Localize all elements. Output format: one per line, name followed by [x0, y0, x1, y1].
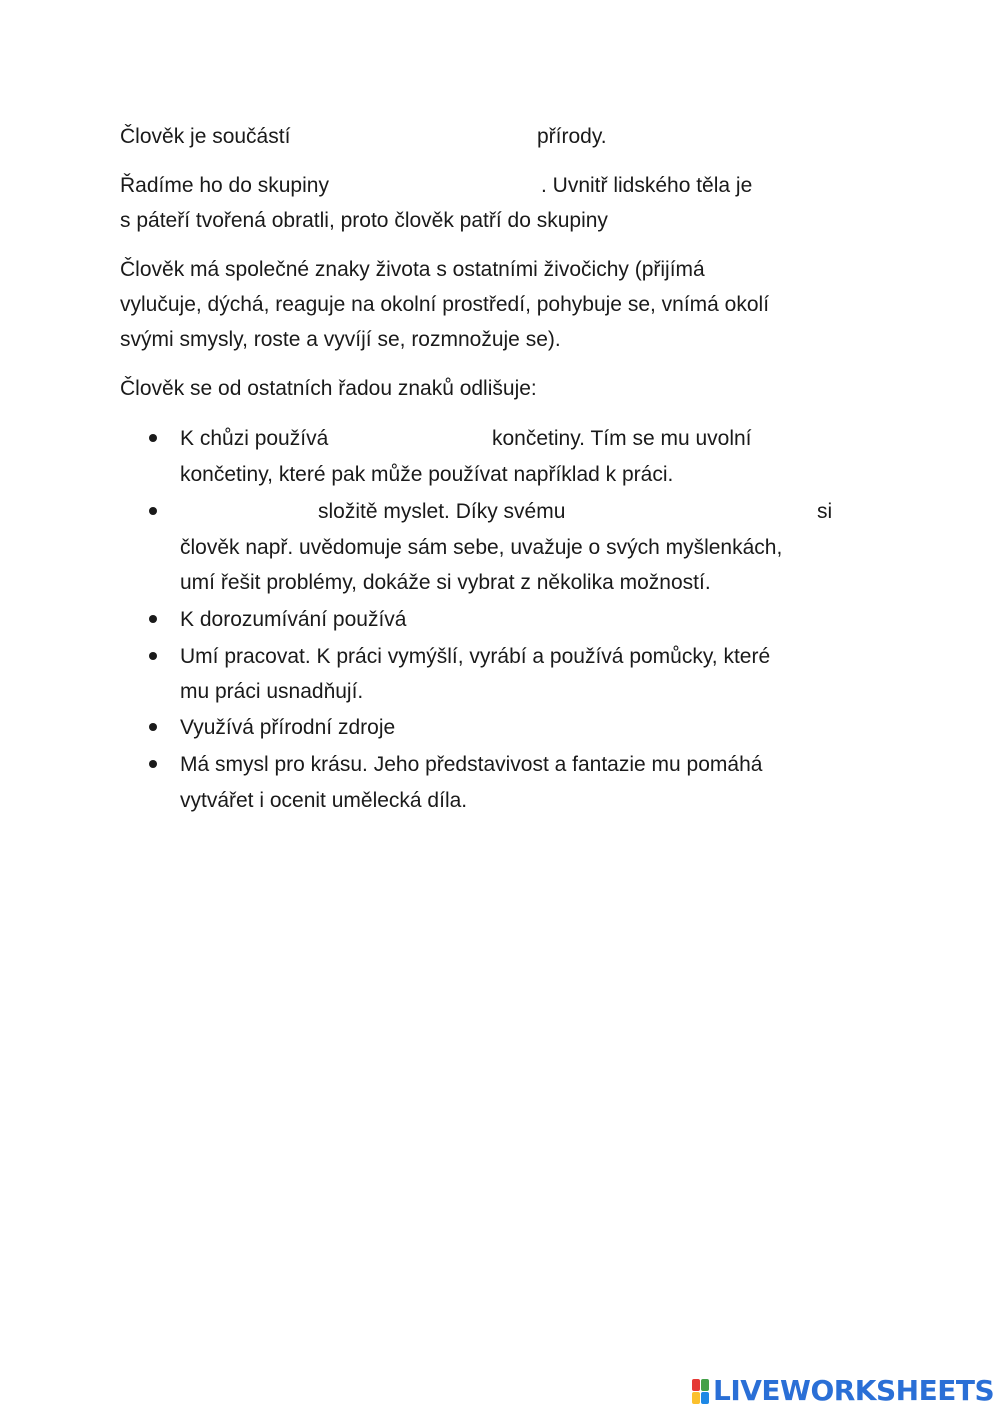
b5-text: Využívá přírodní zdroje [180, 716, 396, 739]
p3-line-3: svými smysly, roste a vyvíjí se, rozmnožuje se). [120, 328, 561, 351]
b2-text-b: si [817, 500, 833, 523]
b2-line-2: člověk např. uvědomuje sám sebe, uvažuje o svých myšlenkách, [180, 536, 783, 559]
b1-text-b: končetiny. Tím se mu uvolní [492, 427, 752, 450]
p3-line-1: Člověk má společné znaky života s ostatními živočichy (přijímá [120, 258, 705, 281]
liveworksheets-brand: LIVEWORKSHEETS [713, 1374, 995, 1407]
b4-line-2: mu práci usnadňují. [180, 680, 364, 703]
b3-text: K dorozumívání používá [180, 608, 407, 631]
b4-line-1: Umí pracovat. K práci vymýšlí, vyrábí a používá pomůcky, které [180, 645, 771, 668]
b2-text-a: složitě myslet. Díky svému [318, 500, 566, 523]
blank-5-input[interactable] [350, 422, 489, 454]
b1-line-2: končetiny, které pak může používat například k práci. [180, 463, 674, 486]
p1-text-a: Člověk je součástí [120, 125, 291, 148]
p1-text-b: přírody. [537, 125, 607, 148]
bullet-dot [149, 434, 157, 442]
liveworksheets-logo-icon [692, 1378, 710, 1404]
blank-1-input[interactable] [320, 120, 534, 152]
p2-text-a: Řadíme ho do skupiny [120, 174, 329, 197]
b6-line-1: Má smysl pro krásu. Jeho představivost a fantazie mu pomáhá [180, 753, 763, 776]
blank-2-input[interactable] [365, 169, 539, 201]
blank-3-input[interactable] [798, 169, 882, 201]
bullet-dot [149, 760, 157, 768]
liveworksheets-logo [692, 1374, 995, 1407]
blank-6-input[interactable] [180, 495, 314, 527]
p4-text: Člověk se od ostatních řadou znaků odlišuje: [120, 377, 537, 400]
bullet-dot [149, 615, 157, 623]
b2-line-3: umí řešit problémy, dokáže si vybrat z několika možností. [180, 571, 711, 594]
blank-4-input[interactable] [705, 204, 879, 236]
b1-text-a: K chůzi používá [180, 427, 329, 450]
blank-7-input[interactable] [612, 495, 816, 527]
bullet-dot [149, 652, 157, 660]
blank-8-input[interactable] [446, 603, 670, 635]
bullet-dot [149, 507, 157, 515]
p2-text-b: . Uvnitř lidského těla je [541, 174, 753, 197]
bullet-dot [149, 723, 157, 731]
b6-line-2: vytvářet i ocenit umělecká díla. [180, 789, 468, 812]
p2-line-2: s páteří tvořená obratli, proto člověk patří do skupiny [120, 209, 608, 232]
p3-line-2: vylučuje, dýchá, reaguje na okolní prostředí, pohybuje se, vnímá okolí [120, 293, 770, 316]
